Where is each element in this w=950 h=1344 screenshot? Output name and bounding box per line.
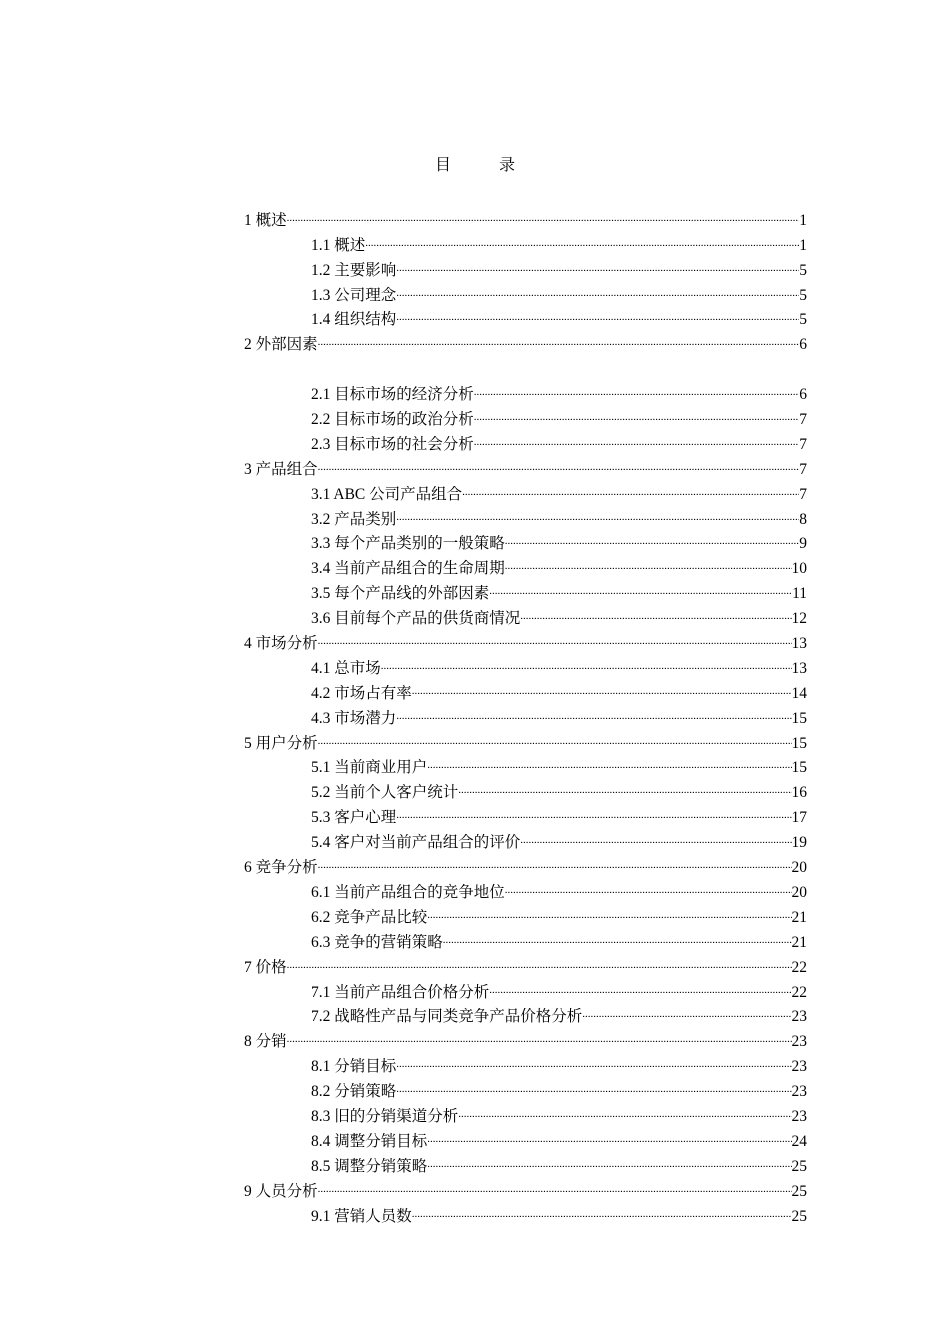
toc-entry-label: 3.5 每个产品线的外部因素 bbox=[311, 585, 490, 603]
toc-page-number: 9 bbox=[799, 535, 807, 553]
dot-leader bbox=[318, 847, 792, 872]
toc-entry-label: 8.3 旧的分销渠道分析 bbox=[311, 1107, 459, 1125]
toc-subsection-entry[interactable] bbox=[244, 225, 807, 254]
toc-page-number: 23 bbox=[791, 1033, 807, 1051]
dot-leader bbox=[396, 1071, 791, 1096]
dot-leader bbox=[396, 300, 799, 325]
dot-leader bbox=[427, 748, 791, 773]
toc-page-number: 22 bbox=[791, 958, 807, 976]
dot-leader bbox=[396, 698, 791, 723]
toc-page-number: 6 bbox=[799, 386, 807, 404]
toc-entry-label: 3.6 目前每个产品的供货商情况 bbox=[311, 610, 521, 628]
toc-entry-label: 7 价格 bbox=[244, 958, 287, 976]
toc-entry-label: 1 概述 bbox=[244, 211, 287, 229]
toc-entry-label: 6 竞争分析 bbox=[244, 859, 318, 877]
toc-page-number: 7 bbox=[799, 435, 807, 453]
toc-page-number: 16 bbox=[791, 784, 807, 802]
toc-page-number: 20 bbox=[791, 883, 807, 901]
toc-section-entry[interactable] bbox=[244, 847, 807, 877]
dot-leader bbox=[505, 524, 799, 549]
toc-page-number: 12 bbox=[791, 610, 807, 628]
toc-entry-label: 8.4 调整分销目标 bbox=[311, 1132, 428, 1150]
toc-page-number: 5 bbox=[799, 311, 807, 329]
dot-leader bbox=[520, 598, 791, 623]
toc-page-number: 15 bbox=[791, 759, 807, 777]
toc-section-entry[interactable] bbox=[244, 1171, 807, 1200]
toc-entry-label: 4.2 市场占有率 bbox=[311, 684, 412, 702]
dot-leader bbox=[318, 324, 800, 349]
toc-entry-label: 1.1 概述 bbox=[311, 236, 366, 254]
toc-subsection-entry[interactable] bbox=[244, 748, 807, 777]
toc-page-number: 24 bbox=[791, 1132, 807, 1150]
toc-subsection-entry[interactable] bbox=[244, 648, 807, 677]
toc-entry-label: 8.1 分销目标 bbox=[311, 1058, 397, 1076]
dot-leader bbox=[489, 972, 791, 997]
dot-leader bbox=[287, 1021, 792, 1046]
toc-entry-label: 3.3 每个产品类别的一般策略 bbox=[311, 535, 505, 553]
toc-page-number: 5 bbox=[799, 261, 807, 279]
dot-leader bbox=[396, 797, 791, 822]
toc-entry-label: 3 产品组合 bbox=[244, 460, 318, 478]
toc-entry-label: 8.5 调整分销策略 bbox=[311, 1157, 428, 1175]
toc-spacer bbox=[244, 349, 807, 374]
toc-entry-label: 1.4 组织结构 bbox=[311, 311, 397, 329]
dot-leader bbox=[505, 872, 792, 897]
toc-page-number: 11 bbox=[792, 585, 807, 603]
toc-section-entry[interactable] bbox=[244, 324, 807, 354]
toc-subsection-entry[interactable] bbox=[244, 374, 807, 404]
table-of-contents bbox=[244, 200, 807, 1225]
toc-entry-label: 7.2 战略性产品与同类竞争产品价格分析 bbox=[311, 1008, 583, 1026]
toc-section-entry[interactable] bbox=[244, 449, 807, 478]
toc-section-entry[interactable] bbox=[244, 1021, 807, 1051]
toc-entry-label: 3.1 ABC 公司产品组合 bbox=[311, 485, 463, 503]
toc-section-entry[interactable] bbox=[244, 947, 807, 976]
dot-leader bbox=[287, 947, 792, 972]
toc-page-number: 25 bbox=[791, 1157, 807, 1175]
toc-entry-label: 8 分销 bbox=[244, 1033, 287, 1051]
toc-entry-label: 5 用户分析 bbox=[244, 734, 318, 752]
toc-entry-label: 5.2 当前个人客户统计 bbox=[311, 784, 459, 802]
dot-leader bbox=[489, 573, 792, 598]
toc-page-number: 22 bbox=[791, 983, 807, 1001]
dot-leader bbox=[318, 1171, 792, 1196]
dot-leader bbox=[462, 474, 799, 499]
toc-entry-label: 2.1 目标市场的经济分析 bbox=[311, 386, 474, 404]
dot-leader bbox=[381, 648, 792, 673]
dot-leader bbox=[396, 275, 799, 300]
dot-leader bbox=[443, 922, 792, 947]
toc-page-number: 21 bbox=[791, 908, 807, 926]
toc-page-number: 23 bbox=[791, 1107, 807, 1125]
toc-page-number: 23 bbox=[791, 1058, 807, 1076]
toc-entry-label: 2.3 目标市场的社会分析 bbox=[311, 435, 474, 453]
toc-page-number: 21 bbox=[791, 933, 807, 951]
dot-leader bbox=[412, 1196, 792, 1221]
dot-leader bbox=[396, 499, 799, 524]
toc-entry-label: 6.3 竞争的营销策略 bbox=[311, 933, 443, 951]
dot-leader bbox=[427, 897, 791, 922]
dot-leader bbox=[318, 449, 800, 474]
toc-page-number: 20 bbox=[791, 859, 807, 877]
dot-leader bbox=[582, 997, 791, 1022]
toc-section-entry[interactable] bbox=[244, 200, 807, 229]
dot-leader bbox=[427, 1146, 791, 1171]
dot-leader bbox=[474, 374, 799, 399]
toc-page-number: 5 bbox=[799, 286, 807, 304]
dot-leader bbox=[474, 399, 799, 424]
toc-entry-label: 6.2 竞争产品比较 bbox=[311, 908, 428, 926]
dot-leader bbox=[458, 1096, 791, 1121]
dot-leader bbox=[412, 673, 792, 698]
toc-entry-label: 7.1 当前产品组合价格分析 bbox=[311, 983, 490, 1001]
dot-leader bbox=[318, 623, 792, 648]
toc-entry-label: 5.4 客户对当前产品组合的评价 bbox=[311, 834, 521, 852]
dot-leader bbox=[396, 1046, 791, 1071]
toc-page-number: 13 bbox=[791, 635, 807, 653]
dot-leader bbox=[520, 822, 791, 847]
toc-section-entry[interactable] bbox=[244, 623, 807, 653]
toc-page-number: 8 bbox=[799, 510, 807, 528]
toc-page-number: 6 bbox=[799, 336, 807, 354]
dot-leader bbox=[427, 1121, 791, 1146]
toc-page-number: 13 bbox=[791, 659, 807, 677]
toc-page-number: 23 bbox=[791, 1083, 807, 1101]
toc-entry-label: 8.2 分销策略 bbox=[311, 1083, 397, 1101]
toc-subsection-entry[interactable] bbox=[244, 1046, 807, 1076]
toc-page-number: 15 bbox=[791, 734, 807, 752]
dot-leader bbox=[396, 250, 799, 275]
toc-page-number: 19 bbox=[791, 834, 807, 852]
toc-entry-label: 5.1 当前商业用户 bbox=[311, 759, 428, 777]
toc-entry-label: 4 市场分析 bbox=[244, 635, 318, 653]
toc-title bbox=[0, 152, 950, 175]
toc-entry-label: 2.2 目标市场的政治分析 bbox=[311, 411, 474, 429]
toc-page-number: 17 bbox=[791, 809, 807, 827]
toc-page-number: 25 bbox=[791, 1207, 807, 1225]
toc-entry-label: 4.1 总市场 bbox=[311, 659, 381, 677]
toc-entry-label: 9.1 营销人员数 bbox=[311, 1207, 412, 1225]
toc-page-number: 10 bbox=[791, 560, 807, 578]
toc-subsection-entry[interactable] bbox=[244, 474, 807, 503]
toc-page-number: 7 bbox=[799, 485, 807, 503]
toc-entry-label: 5.3 客户心理 bbox=[311, 809, 397, 827]
toc-title-part-2: 录 bbox=[499, 157, 516, 174]
toc-page-number: 1 bbox=[799, 236, 807, 254]
toc-page-number: 15 bbox=[791, 709, 807, 727]
toc-page-number: 25 bbox=[791, 1182, 807, 1200]
toc-title-part-1: 目 bbox=[434, 157, 451, 174]
toc-subsection-entry[interactable] bbox=[244, 972, 807, 1001]
dot-leader bbox=[505, 548, 792, 573]
dot-leader bbox=[365, 225, 799, 250]
toc-page-number: 7 bbox=[799, 411, 807, 429]
dot-leader bbox=[287, 200, 800, 225]
dot-leader bbox=[458, 772, 791, 797]
toc-entry-label: 2 外部因素 bbox=[244, 336, 318, 354]
toc-entry-label: 1.3 公司理念 bbox=[311, 286, 397, 304]
toc-entry-label: 3.2 产品类别 bbox=[311, 510, 397, 528]
toc-page-number: 1 bbox=[799, 211, 807, 229]
toc-entry-label: 4.3 市场潜力 bbox=[311, 709, 397, 727]
toc-section-entry[interactable] bbox=[244, 723, 807, 752]
dot-leader bbox=[318, 723, 792, 748]
toc-page-number: 7 bbox=[799, 460, 807, 478]
toc-page-number: 23 bbox=[791, 1008, 807, 1026]
dot-leader bbox=[474, 424, 799, 449]
toc-subsection-entry[interactable] bbox=[244, 1196, 807, 1225]
toc-entry-label: 1.2 主要影响 bbox=[311, 261, 397, 279]
toc-subsection-entry[interactable] bbox=[244, 872, 807, 901]
toc-entry-label: 6.1 当前产品组合的竞争地位 bbox=[311, 883, 505, 901]
toc-page-number: 14 bbox=[791, 684, 807, 702]
toc-entry-label: 9 人员分析 bbox=[244, 1182, 318, 1200]
toc-entry-label: 3.4 当前产品组合的生命周期 bbox=[311, 560, 505, 578]
